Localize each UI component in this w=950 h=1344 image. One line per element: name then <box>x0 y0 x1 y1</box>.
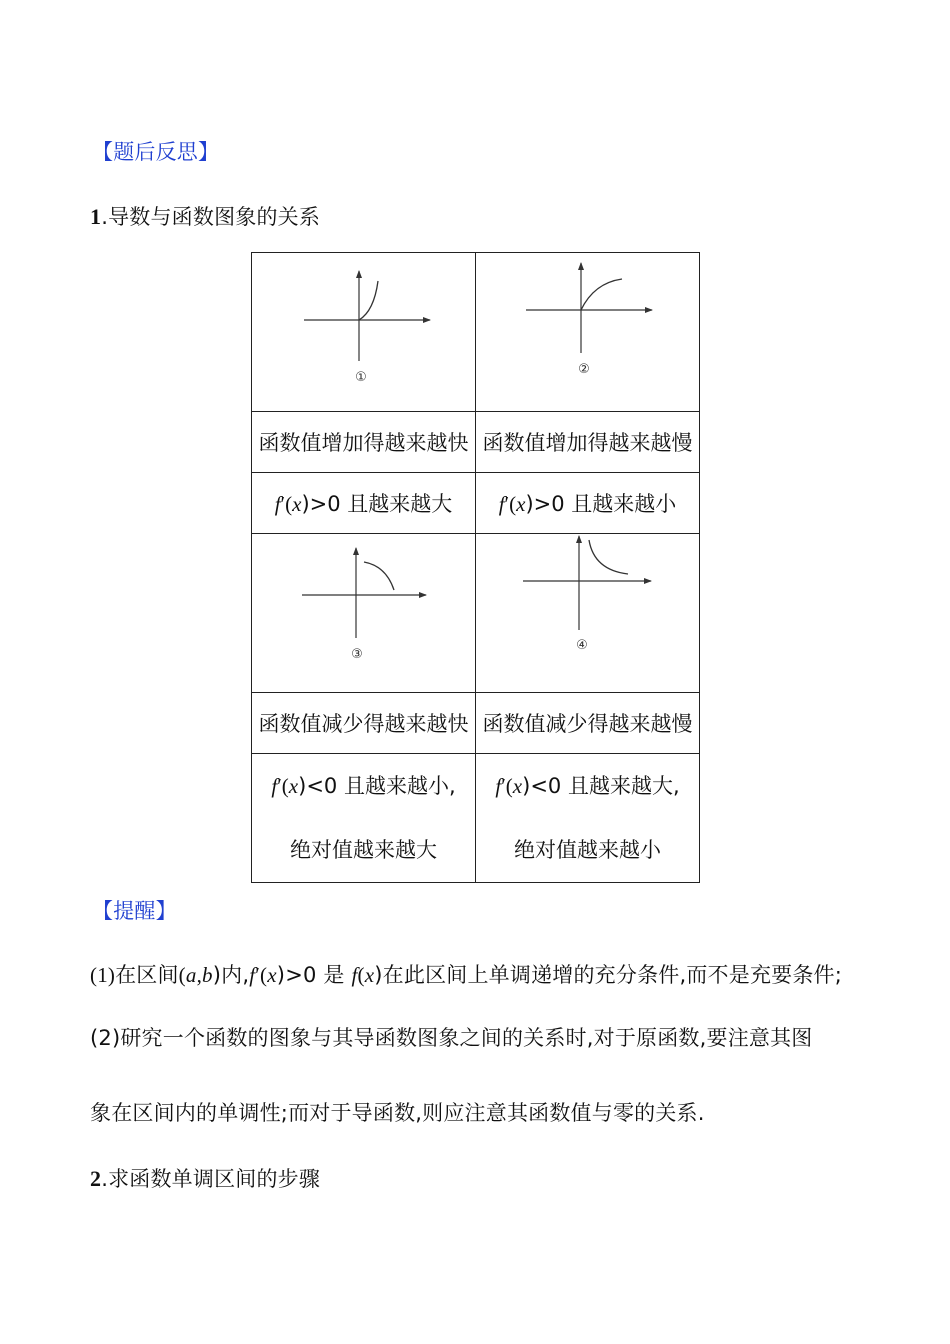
graph-3-label: ③ <box>351 647 363 662</box>
graph-4-label: ④ <box>576 638 588 653</box>
row-1-right: 函数值增加得越来越慢 <box>476 412 700 473</box>
graph-cell-3 <box>252 534 476 693</box>
section-1-number: 1 <box>90 204 102 229</box>
note-2-line-2: 象在区间内的单调性;而对于导函数,则应注意其函数值与零的关系. <box>90 1101 705 1125</box>
row-3-right: 函数值减少得越来越慢 <box>476 693 700 754</box>
function-curve <box>589 540 628 574</box>
row-2-right: f′(x)>0 且越来越小 <box>476 473 700 534</box>
note-1: (1)在区间(a,b)内,f′(x)>0 是 f(x)在此区间上单调递增的充分条件,而不是充要条件; <box>90 963 843 987</box>
section-2-number: 2 <box>90 1166 102 1191</box>
derivative-relation-table <box>251 252 700 883</box>
graph-2-label: ② <box>578 362 590 377</box>
row-4-right: f′(x)<0 且越来越大, 绝对值越来越小 <box>476 754 700 883</box>
graph-2-increasing-slower <box>476 253 700 411</box>
section-2-heading <box>90 1163 320 1193</box>
graph-cell-2 <box>476 253 700 412</box>
reflection-heading: 【题后反思】 <box>92 140 220 164</box>
function-curve <box>359 281 378 320</box>
graph-1-increasing-faster <box>252 253 476 411</box>
graph-4-decreasing-slower <box>476 534 700 692</box>
row-2-left: f′(x)>0 且越来越大 <box>252 473 476 534</box>
function-curve <box>364 562 394 590</box>
graph-3-decreasing-faster <box>252 534 476 692</box>
note-2-line-1: (2)研究一个函数的图象与其导函数图象之间的关系时,对于原函数,要注意其图 <box>90 1026 813 1050</box>
section-1-title: .导数与函数图象的关系 <box>101 205 321 229</box>
row-3-left: 函数值减少得越来越快 <box>252 693 476 754</box>
graph-cell-4 <box>476 534 700 693</box>
section-1-heading <box>90 201 320 231</box>
reminder-heading: 【提醒】 <box>92 899 177 923</box>
row-1-left: 函数值增加得越来越快 <box>252 412 476 473</box>
function-curve <box>581 279 622 310</box>
row-4-left: f′(x)<0 且越来越小, 绝对值越来越大 <box>252 754 476 883</box>
section-2-title: .求函数单调区间的步骤 <box>101 1167 321 1191</box>
graph-1-label: ① <box>355 370 367 385</box>
graph-cell-1 <box>252 253 476 412</box>
